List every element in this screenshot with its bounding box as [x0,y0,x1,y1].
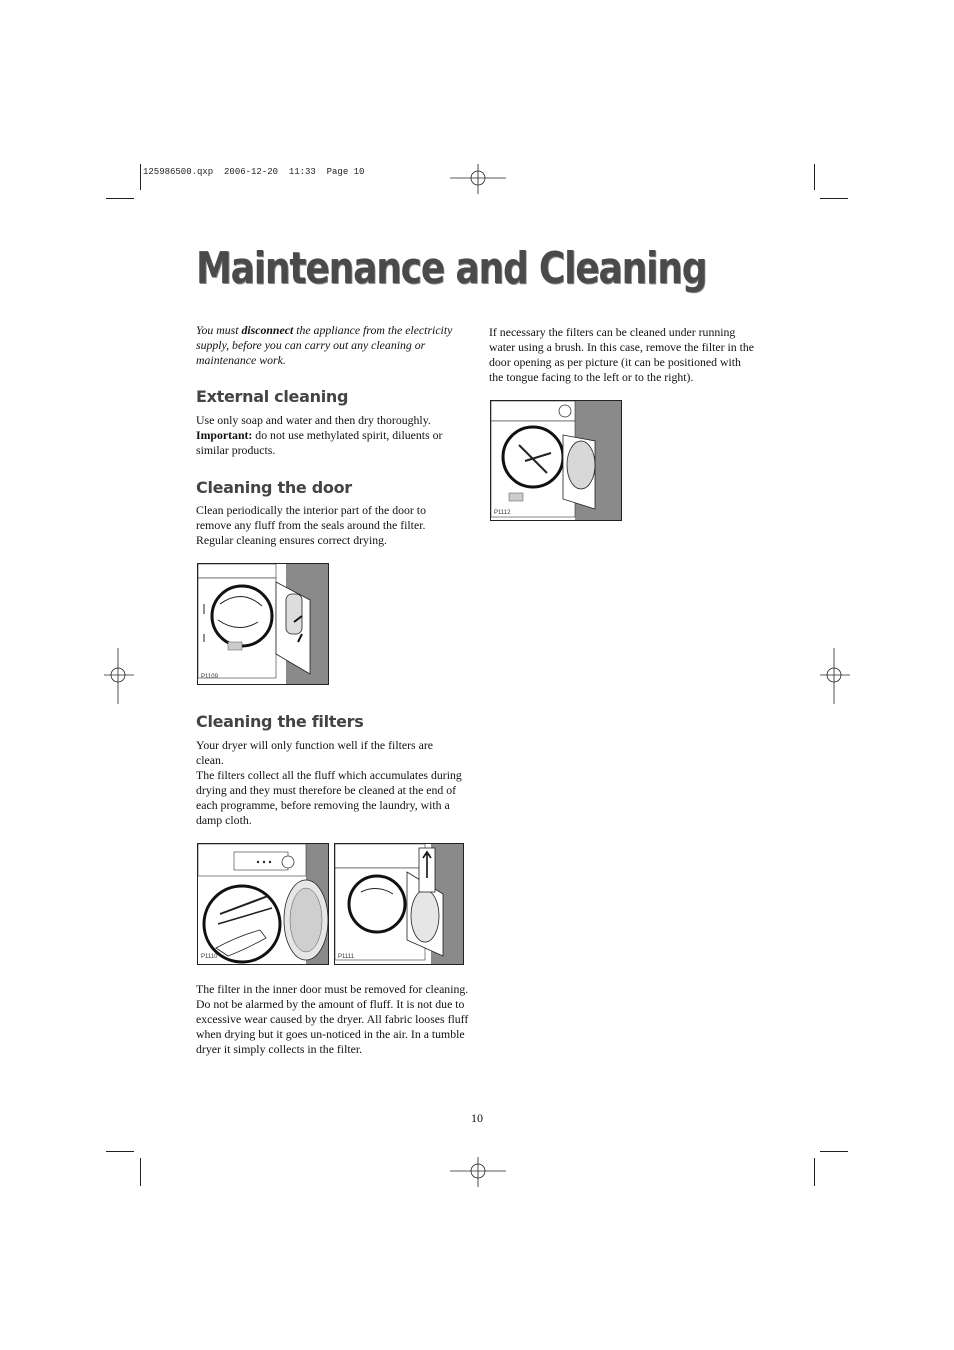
crop-mark [814,164,815,190]
registration-mark-top [450,164,506,194]
intro-bold: disconnect [241,323,294,337]
figure-label: P1110 [201,954,218,960]
heading-cleaning-filters: Cleaning the filters [196,712,364,731]
external-cleaning-line1: Use only soap and water and then dry thoroughly. [196,413,431,427]
crop-mark [820,1151,848,1152]
registration-mark-left [104,648,134,704]
right-column-text: If necessary the filters can be cleaned under running water using a brush. In this case, remove the filter in the door opening as per picture (it can be positioned with the tongue facing to the left or to the right). [489,325,755,384]
filter-remove-illustration [335,844,463,964]
figure-label: P1112 [494,510,511,516]
intro-suffix: the appliance from the electricity supply, before you can carry out any cleaning or maintenance work. [196,323,453,367]
important-label: Important: [196,428,253,442]
heading-external-cleaning: External cleaning [196,387,349,406]
page-title: Maintenance and Cleaning [196,243,707,294]
external-cleaning-important [196,428,466,458]
page-number: 10 [471,1111,483,1125]
figure-filter-running-water [490,400,622,521]
crop-mark [106,198,134,199]
crop-mark [106,1151,134,1152]
intro-prefix: You must [196,323,242,337]
intro-warning [196,323,472,368]
filter-wipe-illustration [198,844,328,964]
crop-mark [814,1158,815,1186]
file-slug: 125986500.qxp 2006-12-20 11:33 Page 10 [143,167,365,177]
registration-mark-bottom [450,1157,506,1187]
heading-cleaning-door: Cleaning the door [196,478,352,497]
external-cleaning-text [196,413,466,458]
figure-filter-remove [334,843,464,965]
cleaning-filters-text2: The filters collect all the fluff which accumulates during drying and they must therefore be cleaned at the end of each programme, before removing the laundry, with a damp cloth. [196,768,462,827]
filter-notes [196,982,472,1057]
figure-label: P1111 [338,954,355,960]
important-text: do not use methylated spirit, diluents or similar products. [196,428,443,457]
filter-notes-text3: The filter in the inner door must be removed for cleaning. [196,982,469,996]
cleaning-filters-text1: Your dryer will only function well if the filters are clean. [196,738,433,767]
figure-door-cleaning [197,563,329,685]
door-cleaning-illustration [198,564,328,684]
crop-mark [820,198,848,199]
filter-notes-text4: Do not be alarmed by the amount of fluff. It is not due to excessive wear caused by the dryer. All fabric looses fluff when drying but it goes un-noticed in the air. In a tumble dryer it simply collects in the filter. [196,997,469,1056]
cleaning-filters-text [196,738,462,828]
figure-filter-wipe [197,843,329,965]
crop-mark [140,164,141,190]
cleaning-door-text: Clean periodically the interior part of the door to remove any fluff from the seals around the filter. Regular cleaning ensures correct drying. [196,503,426,547]
filter-running-water-illustration [491,401,621,520]
crop-mark [140,1158,141,1186]
figure-label: P1109 [201,674,218,680]
registration-mark-right [820,648,850,704]
